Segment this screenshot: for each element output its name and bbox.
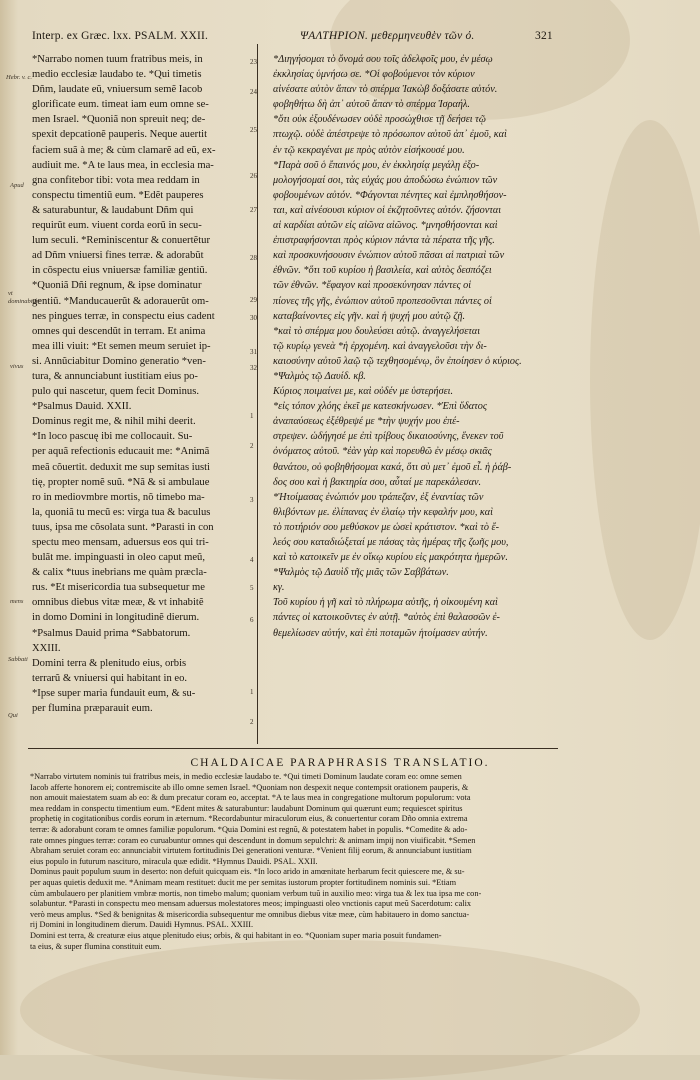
verse-number: 6 bbox=[250, 616, 254, 624]
paper-stain bbox=[20, 940, 640, 1080]
greek-line: στρεψεν. ὡδήγησέ με ἐπὶ τρίβους δικαιοσύνης, ἕνεκεν τοῦ bbox=[273, 431, 504, 443]
latin-line: spexit depcationẽ pauperis. Neque auertit bbox=[32, 129, 208, 141]
verse-number: 31 bbox=[250, 348, 257, 356]
verse-number: 23 bbox=[250, 58, 257, 66]
greek-line: θλιβόντων με. ἐλίπανας ἐν ἐλαίῳ τὴν κεφαλήν μου, καὶ bbox=[273, 506, 493, 518]
greek-column bbox=[273, 52, 561, 641]
latin-line: per aquã refectionis educauit me: *Animã bbox=[32, 446, 210, 458]
verse-number: 2 bbox=[250, 442, 254, 450]
latin-line: *In loco pascuę ibi me collocauit. Su- bbox=[32, 431, 193, 443]
greek-line: ὀνόματος αὐτοῦ. *ἐὰν γὰρ καὶ πορευθῶ ἐν μέσῳ σκιᾶς bbox=[273, 446, 492, 458]
greek-line: καὶ τὸ κατοικεῖν με ἐν οἴκῳ κυρίου εἰς μακρότητα ἡμερῶν. bbox=[273, 552, 508, 564]
latin-line: & calix *tuus inebrians me quàm præcla- bbox=[32, 567, 207, 579]
greek-line: ται, καὶ αἰνέσουσι κύριον οἱ ἐκζητοῦντες αὐτόν. ζήσονται bbox=[273, 204, 502, 216]
latin-line: Dominus regit me, & nihil mihi deerit. bbox=[32, 416, 196, 428]
verse-number: 3 bbox=[250, 496, 254, 504]
verse-number: 26 bbox=[250, 172, 257, 180]
greek-line: ἐκκλησίας ὑμνήσω σε. *Οἱ φοβούμενοι τὸν κύριον bbox=[273, 69, 475, 81]
greek-line: ἐπιστραφήσονται πρὸς κύριον πάντα τὰ πέρατα τῆς γῆς. bbox=[273, 235, 495, 247]
chaldaic-line: rij Domini in longitudinem dierum. Dauidi Hymnus. PSAL. XXIII. bbox=[30, 920, 254, 930]
margin-note: Sabbati bbox=[8, 656, 28, 663]
greek-line: *Διηγήσομαι τὸ ὄνομά σου τοῖς ἀδελφοῖς μου, ἐν μέσῳ bbox=[273, 54, 493, 65]
latin-line: in cõspectu eius vniuersæ familiæ gentiũ. bbox=[32, 265, 208, 277]
latin-line: mea illi viuit: *Et semen meum seruiet ip- bbox=[32, 340, 211, 352]
margin-note: mens bbox=[10, 598, 24, 605]
chaldaic-line: prophetię in cogitationibus cordis eorum in æternum. *Recordabuntur miraculorum eius, & conuertentur coram Dño omnia extrema bbox=[30, 814, 468, 824]
latin-column bbox=[32, 52, 254, 716]
latin-line: la, quoniã tu mecũ es: virga tua & baculus bbox=[32, 506, 211, 518]
greek-line: λεός σου καταδιώξεταί με πάσας τὰς ἡμέρας τῆς ζωῆς μου, bbox=[273, 537, 509, 548]
latin-line: spectu meo mensam, aduersus eos qui tri- bbox=[32, 537, 209, 548]
margin-note: Hebr. v. c. bbox=[6, 74, 33, 81]
greek-line: Τοῦ κυρίου ἡ γῆ καὶ τὸ πλήρωμα αὐτῆς, ἡ οἰκουμένη καὶ bbox=[273, 597, 498, 609]
chaldaic-line: rate omnes pingues terræ: coram eo curuabuntur omnes qui descendunt in domum sepulchri: & animam impij non viuificabit. *Semen bbox=[30, 835, 476, 845]
chaldaic-line: eius populo in futurum nasciturο, miracula quæ edidit. *Hymnus Dauidi. PSAL. XXII. bbox=[30, 856, 318, 866]
latin-line: conspectu timentiũ eum. *Edẽt pauperes bbox=[32, 189, 204, 201]
latin-line: gna confitebor tibi: vota mea reddam in bbox=[32, 174, 200, 186]
latin-line: faciem suã à me; & cùm clamarẽ ad eũ, ex- bbox=[32, 144, 216, 156]
greek-line: αἱ καρδίαι αὐτῶν εἰς αἰῶνα αἰῶνος. *μνησθήσονται καὶ bbox=[273, 220, 498, 232]
latin-line: tuus, ipsa me cõsolata sunt. *Parasti in con bbox=[32, 521, 214, 533]
verse-number: 27 bbox=[250, 206, 257, 214]
chaldaic-paraphrase bbox=[30, 772, 558, 952]
chaldaic-line: ta eius, & super flumina constituit eum. bbox=[30, 941, 162, 951]
greek-line: πτωχῷ. οὐδὲ ἀπέστρεψε τὸ πρόσωπον αὐτοῦ ἀπ᾽ ἐμοῦ, καὶ bbox=[273, 129, 507, 141]
greek-line: τῶν ἐθνῶν. *ἔφαγον καὶ προσεκύνησαν πάντες οἱ bbox=[273, 280, 472, 292]
chaldaic-line: verò meus amplus. *Sed & benignitas & misericordia subsequentur me omnibus diebus vitæ meæ, cùm habitauero in domo sanctua- bbox=[30, 909, 470, 919]
latin-line: *Narrabo nomen tuum fratribus meis, in bbox=[32, 54, 203, 65]
latin-line: si. Annũciabitur Domino generatio *ven- bbox=[32, 355, 206, 367]
margin-note: vivus bbox=[10, 363, 24, 370]
greek-line: *εἰς τόπον χλόης ἐκεῖ με κατεσκήνωσεν. *Ἐπὶ ὕδατος bbox=[273, 401, 487, 413]
latin-line: Dñm, laudate eũ, vniuersum semẽ Iacob bbox=[32, 84, 203, 96]
greek-line: *Παρὰ σοῦ ὁ ἔπαινός μου, ἐν ἐκκλησίᾳ μεγάλῃ ἐξο- bbox=[273, 159, 480, 171]
chaldaic-line: *Narrabo virtutem nominis tui fratribus meis, in medio ecclesiæ laudabo te. *Qui timeti Dominum laudate coram eo: omne semen bbox=[30, 772, 462, 781]
greek-line: θανάτου, οὐ φοβηθήσομαι κακά, ὅτι σὺ μετ᾽ ἐμοῦ εἶ. ἡ ῥάβ- bbox=[273, 461, 512, 473]
verse-number: 5 bbox=[250, 584, 254, 592]
chaldaic-line: per aquas quietis deduxit me. *Animam meam restituet: ducit me per semitas iustorum propter fortitudinem nominis sui. *Etiam bbox=[30, 877, 457, 887]
greek-line: ἐν τῷ κεκραγέναι με πρὸς αὐτὸν εἰσήκουσέ μου. bbox=[273, 144, 465, 156]
greek-line: μολογήσομαί σοι, τὰς εὐχάς μου ἀποδώσω ἐνώπιον τῶν bbox=[273, 174, 498, 186]
latin-line: glorificate eum. timeat iam eum omne se- bbox=[32, 99, 209, 111]
latin-line: pulo qui nascetur, quem fecit Dominus. bbox=[32, 386, 199, 398]
greek-line: θεμελίωσεν αὐτήν, καὶ ἐπὶ ποταμῶν ἡτοίμασεν αὐτήν. bbox=[273, 627, 488, 639]
chaldaic-line: Iacob afferte honorem ei; contremiscite ab illo omne semen Israel. *Quoniam non despexit neque contempsit orationem pauperis, & bbox=[30, 782, 469, 792]
verse-number: 30 bbox=[250, 314, 257, 322]
greek-line: *Ἡτοίμασας ἐνώπιόν μου τράπεζαν, ἐξ ἐναντίας τῶν bbox=[273, 491, 484, 503]
chaldaic-line: mea reddam in conspectu timentium eum. *Edent mites & saturabuntur: laudabunt Dominum qui quærunt eum; requiescet spiritus bbox=[30, 803, 463, 813]
verse-number: 29 bbox=[250, 296, 257, 304]
greek-line: ἐθνῶν. *ὅτι τοῦ κυρίου ἡ βασιλεία, καὶ αὐτὸς δεσπόζει bbox=[273, 265, 492, 277]
column-divider bbox=[257, 44, 258, 744]
latin-line: audiuit me. *A te laus mea, in ecclesia ma- bbox=[32, 159, 214, 171]
latin-line: omnibus diebus vitæ meæ, & vt inhabitẽ bbox=[32, 597, 204, 609]
latin-line: *Quoniã Dñi regnum, & ipse dominatur bbox=[32, 280, 202, 292]
verse-number: 24 bbox=[250, 88, 257, 96]
chaldaic-line: Dominus pauit populum suum in deserto: non defuit quicquam eis. *In loco arido in amœnitate herbarum fecit quiescere me, & su- bbox=[30, 867, 465, 877]
verse-number: 2 bbox=[250, 718, 254, 726]
latin-line: tię, propter nomẽ suũ. *Nã & si ambulaue bbox=[32, 476, 210, 488]
latin-line: *Psalmus Dauid. XXII. bbox=[32, 401, 132, 413]
chaldaic-line: cùm ambulauero per planitiem vmbræ mortis, non timebo malum; quoniam verbum tuũ in auxilio meo: virga tua & lex tua ipsa me con- bbox=[30, 888, 482, 898]
greek-line: καὶ προσκυνήσουσιν ἐνώπιον αὐτοῦ πᾶσαι αἱ πατριαὶ τῶν bbox=[273, 250, 505, 262]
margin-note: vt dominabitur bbox=[8, 290, 41, 305]
greek-line: *καὶ τὸ σπέρμα μου δουλεύσει αὐτῷ. ἀναγγελήσεται bbox=[273, 325, 481, 337]
latin-line: requirũt eum. viuent corda eorũ in secu- bbox=[32, 220, 202, 232]
page-number: 321 bbox=[535, 30, 553, 42]
latin-line: *Psalmus Dauid prima *Sabbatorum. bbox=[32, 627, 191, 639]
greek-line: φοβηθήτω δὴ ἀπ᾽ αὐτοῦ ἅπαν τὸ σπέρμα Ἰσραήλ. bbox=[273, 99, 470, 111]
latin-line: ad Dñm vniuersi fines terræ. & adorabũt bbox=[32, 250, 204, 262]
greek-line: *ὅτι οὐκ ἐξουδένωσεν οὐδὲ προσώχθισε τῇ δεήσει τῷ bbox=[273, 114, 486, 126]
verse-number: 28 bbox=[250, 254, 257, 262]
margin-note: Qui bbox=[8, 712, 18, 719]
section-rule bbox=[28, 748, 558, 749]
latin-line: medio ecclesiæ laudabo te. *Qui timetis bbox=[32, 69, 202, 81]
greek-line: Κύριος ποιμαίνει με, καὶ οὐδέν με ὑστερήσει. bbox=[273, 386, 454, 398]
verse-number: 1 bbox=[250, 688, 254, 696]
greek-line: ἀναπαύσεως ἐξέθρεψέ με *τὴν ψυχήν μου ἐπέ- bbox=[273, 416, 460, 428]
greek-line: τῷ κυρίῳ γενεὰ *ἡ ἐρχομένη. καὶ ἀναγγελοῦσι τὴν δι- bbox=[273, 340, 487, 352]
greek-line: κγ. bbox=[273, 582, 285, 594]
verse-number: 1 bbox=[250, 412, 254, 420]
latin-line: nes pingues terræ, in conspectu eius cadent bbox=[32, 310, 215, 322]
latin-line: omnes qui descendũt in terram. Et anima bbox=[32, 325, 206, 337]
latin-line: bulãt me. impinguasti in oleo caput meũ, bbox=[32, 552, 205, 564]
latin-line: *Ipse super maria fundauit eum, & su- bbox=[32, 687, 196, 699]
latin-line: & saturabuntur, & laudabunt Dñm qui bbox=[32, 204, 194, 216]
greek-line: *Ψαλμὸς τῷ Δαυίδ. κβ. bbox=[273, 370, 366, 382]
latin-line: terrarũ & vniuersi qui habitant in eo. bbox=[32, 672, 188, 684]
latin-line: rus. *Et misericordia tua subsequetur me bbox=[32, 582, 205, 594]
latin-line: Domini terra & plenitudo eius, orbis bbox=[32, 657, 187, 669]
verse-number: 4 bbox=[250, 556, 254, 564]
margin-note: Apud bbox=[10, 182, 24, 189]
greek-line: τὸ ποτήριόν σου μεθύσκον με ὡσεὶ κράτιστον. *καὶ τὸ ἔ- bbox=[273, 521, 499, 533]
running-head-right: ΨΑΛΤΗΡΙΟΝ. μεθερμηνευθὲν τῶν ό. bbox=[300, 30, 475, 42]
verse-number: 25 bbox=[250, 126, 257, 134]
paper-stain bbox=[590, 120, 700, 640]
latin-line: lum seculi. *Reminiscentur & conuertẽtur bbox=[32, 235, 210, 247]
greek-line: πάντες οἱ κατοικοῦντες ἐν αὐτῇ. *αὐτὸς ἐπὶ θαλασσῶν ἐ- bbox=[273, 612, 500, 624]
latin-line: per flumina præparauit eum. bbox=[32, 703, 153, 715]
chaldaic-line: Domini est terra, & creaturæ eius atque plenitudo eius; orbis, & qui habitant in eo. *Quoniam super maria posuit fundamen- bbox=[30, 930, 442, 940]
greek-line: πίονες τῆς γῆς, ἐνώπιον αὐτοῦ προπεσοῦνται πάντες οἱ bbox=[273, 295, 492, 307]
greek-line: καταβαίνοντες εἰς γῆν. καὶ ἡ ψυχή μου αὐτῷ ζῇ. bbox=[273, 310, 466, 322]
latin-line: ro in mediovmbre mortis, nõ timebo ma- bbox=[32, 491, 205, 503]
latin-line: men Israel. *Quoniã non spreuit neq; de- bbox=[32, 114, 206, 126]
latin-line: in domo Domini in longitudinẽ dierum. bbox=[32, 612, 200, 624]
chaldaic-title: CHALDAICAE PARAPHRASIS TRANSLATIO. bbox=[190, 757, 490, 769]
chaldaic-line: Abraham seruiet coram eo: annunciabit virtutem fortitudinis Dei generationi venturæ. *Venient filij eorum, & annunciabunt iustitiam bbox=[30, 846, 472, 856]
running-head-left: Interp. ex Græc. lxx. PSALM. XXII. bbox=[32, 30, 209, 42]
verse-number: 32 bbox=[250, 364, 257, 372]
latin-line: tura, & annunciabunt iustitiam eius po- bbox=[32, 370, 198, 382]
latin-line: XXIII. bbox=[32, 642, 61, 654]
chaldaic-line: terræ: & adorabunt coram te omnes familiæ populorum. *Quia Domini est regnũ, & potestatem habet in populis. *Comedite & ado- bbox=[30, 824, 468, 834]
greek-line: καιοσύνην αὐτοῦ λαῷ τῷ τεχθησομένῳ, ὃν ἐποίησεν ὁ κύριος. bbox=[273, 355, 522, 367]
latin-line: meã cõuertit. deduxit me sup semitas iusti bbox=[32, 461, 210, 473]
greek-line: φοβουμένων αὐτόν. *Φάγονται πένητες καὶ ἐμπλησθήσον- bbox=[273, 189, 507, 201]
latin-line: gentiũ. *Manducauerũt & adorauerũt om- bbox=[32, 295, 209, 307]
greek-line: *Ψαλμὸς τῷ Δαυὶδ τῆς μιᾶς τῶν Σαββάτων. bbox=[273, 567, 449, 579]
chaldaic-line: solabuntur. *Parasti in conspectu meo mensam aduersus molestatores meos; impinguasti oleo vnctionis caput meũ Sacerdotum: calix bbox=[30, 899, 472, 909]
greek-line: αἰνέσατε αὐτὸν ἅπαν τὸ σπέρμα Ἰακὼβ δοξάσατε αὐτόν. bbox=[273, 84, 498, 96]
chaldaic-line: non amouit maiestatem suam ab eo: & dum precatur coram eo, acceptat. *A te laus mea in congregatione multorum populorum: vota bbox=[30, 793, 471, 803]
greek-line: δος σου καὶ ἡ βακτηρία σου, αὗταί με παρεκάλεσαν. bbox=[273, 476, 482, 488]
